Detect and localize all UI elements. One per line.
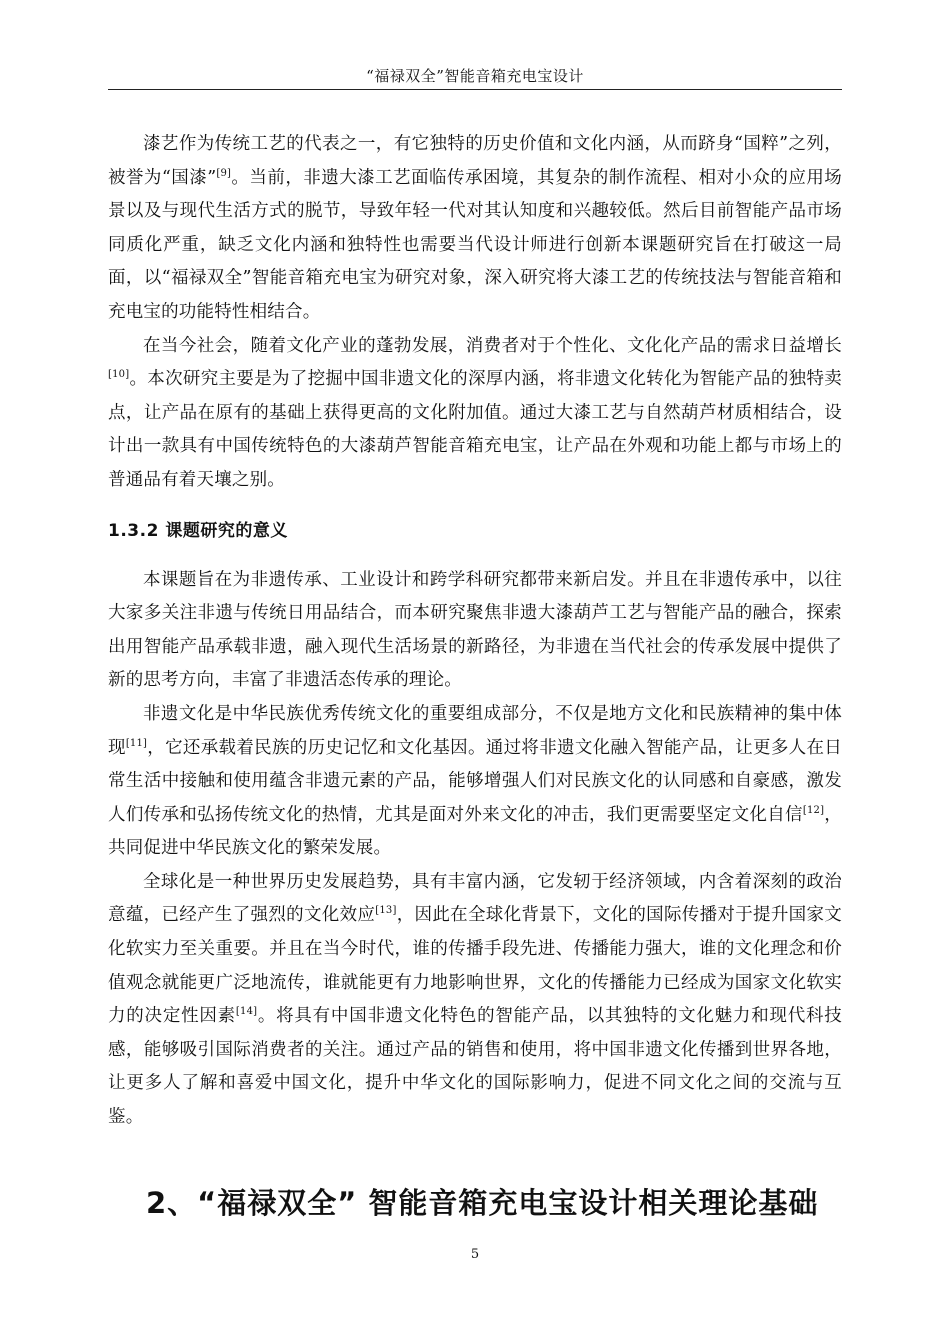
citation-12: [12]: [802, 804, 825, 816]
text-run: 。本次研究主要是为了挖掘中国非遗文化的深厚内涵，将非遗文化转化为智能产品的独特卖点，让产品在原有的基础上获得更高的文化附加值。通过大漆工艺与自然葫芦材质相结合，设计出一款具有中国传统特色的大漆葫芦智能音箱充电宝，让产品在外观和功能上都与市场上的普通品有着天壤之别。: [108, 369, 842, 490]
text-run: 。将具有中国非遗文化特色的智能产品，以其独特的文化魅力和现代科技感，能够吸引国际消费者的关注。通过产品的销售和使用，将中国非遗文化传播到世界各地，让更多人了解和喜爱中国文化，提升中华文化的国际影响力，促进不同文化之间的交流与互鉴。: [108, 1006, 842, 1128]
text-run: 在当今社会，随着文化产业的蓬勃发展，消费者对于个性化、文化化产品的需求日益增长: [143, 335, 842, 356]
text-run: ，因此在全球化背景下，文化的国际传播对于提升国家文化软实力至关重要。并且在当今时代，谁的传播手段先进、传播能力强大，谁的文化理念和价值观念就能更广泛地流传，谁就能更有力地影响世界，文化的传播能力已经成为国家文化软实力的决定性因素: [108, 905, 843, 1027]
paragraph-heritage-culture: [108, 698, 842, 866]
page-header: [108, 66, 842, 86]
paragraph-research-inspiration: [108, 564, 842, 698]
citation-10: [10]: [108, 369, 130, 381]
text-run: ，它还承载着民族的历史记忆和文化基因。通过将非遗文化融入智能产品，让更多人在日常生活中接触和使用蕴含非遗元素的产品，能够增强人们对民族文化的认同感和自豪感，激发人们传承和弘扬传统文化的热情，尤其是面对外来文化的冲击，我们更需要坚定文化自信: [108, 737, 843, 825]
citation-13: [13]: [375, 905, 397, 917]
text-run: 。当前，非遗大漆工艺面临传承困境，其复杂的制作流程、相对小众的应用场景以及与现代生活方式的脱节，导致年轻一代对其认知度和兴趣较低。然后目前智能产品市场同质化严重，缺乏文化内涵和独特性也需要当代设计师进行创新本课题研究旨在打破这一局面，以“福禄双全”智能音箱充电宝为研究对象，深入研究将大漆工艺的传统技法与智能音箱和充电宝的功能特性相结合。: [108, 167, 842, 322]
citation-14: [14]: [235, 1006, 258, 1018]
citation-11: [11]: [125, 737, 148, 749]
text-run: 漆艺作为传统工艺的代表之一，有它独特的历史价值和文化内涵，从而跻身“国粹”之列，被誉为“国漆”: [108, 134, 842, 188]
text-run: 非遗文化是中华民族优秀传统文化的重要组成部分，不仅是地方文化和民族精神的集中体现: [108, 703, 842, 758]
paragraph-lacquer-art: [108, 128, 842, 330]
text-run: 本课题旨在为非遗传承、工业设计和跨学科研究都带来新启发。并且在非遗传承中，以往大家多关注非遗与传统日用品结合，而本研究聚焦非遗大漆葫芦工艺与智能产品的融合，探索出用智能产品承载非遗，融入现代生活场景的新路径，为非遗在当代社会的传承发展中提供了新的思考方向，丰富了非遗活态传承的理论。: [108, 569, 842, 691]
page-number: 5: [470, 1247, 480, 1262]
subsection-heading-1-3-2: 1.3.2 课题研究的意义: [108, 520, 288, 541]
text-run: 全球化是一种世界历史发展趋势，具有丰富内涵，它发轫于经济领域，内含着深刻的政治意蕴，已经产生了强烈的文化效应: [108, 871, 842, 926]
paragraph-globalization: [108, 866, 842, 1135]
running-title: “福禄双全”智能音箱充电宝设计: [366, 67, 584, 85]
citation-9: [9]: [216, 167, 232, 179]
text-run: ，共同促进中华民族文化的繁荣发展。: [108, 804, 843, 859]
main-content: [108, 128, 842, 1135]
chapter-heading-2: 2、“福禄双全” 智能音箱充电宝设计相关理论基础: [146, 1186, 819, 1220]
paragraph-cultural-industry: [108, 330, 842, 498]
header-rule: [108, 89, 842, 90]
